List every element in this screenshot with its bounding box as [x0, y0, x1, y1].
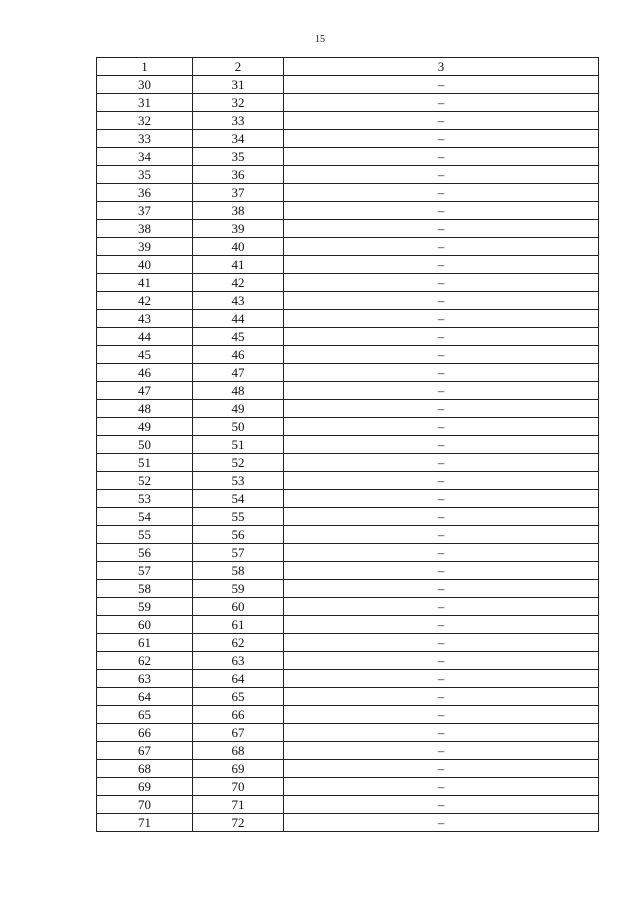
table-row: [97, 220, 599, 238]
table-cell-col-3: –: [284, 328, 599, 346]
table-header: [97, 58, 599, 76]
table-cell-col-3: –: [284, 202, 599, 220]
table-row: [97, 796, 599, 814]
table-cell-col-3: –: [284, 724, 599, 742]
table-cell-col-1: 31: [97, 94, 193, 112]
table-cell-col-2: 59: [193, 580, 284, 598]
column-header-2: 2: [193, 58, 284, 76]
table-row: [97, 94, 599, 112]
page-number: 15: [315, 34, 325, 45]
table-cell-col-3: –: [284, 166, 599, 184]
table-cell-col-1: 47: [97, 382, 193, 400]
table-cell-col-1: 61: [97, 634, 193, 652]
table-cell-col-2: 57: [193, 544, 284, 562]
table-cell-col-3: –: [284, 436, 599, 454]
table-cell-col-2: 33: [193, 112, 284, 130]
table-row: [97, 346, 599, 364]
table-cell-col-2: 51: [193, 436, 284, 454]
table-row: [97, 598, 599, 616]
table-cell-col-1: 51: [97, 454, 193, 472]
table-row: [97, 310, 599, 328]
table-cell-col-3: –: [284, 562, 599, 580]
table-cell-col-2: 48: [193, 382, 284, 400]
table-cell-col-1: 40: [97, 256, 193, 274]
column-header-1: 1: [97, 58, 193, 76]
table-cell-col-1: 36: [97, 184, 193, 202]
table-cell-col-1: 39: [97, 238, 193, 256]
table-cell-col-3: –: [284, 508, 599, 526]
data-table: [96, 57, 599, 832]
table-cell-col-1: 71: [97, 814, 193, 832]
table-cell-col-1: 70: [97, 796, 193, 814]
table-row: [97, 148, 599, 166]
table-cell-col-3: –: [284, 112, 599, 130]
table-cell-col-1: 68: [97, 760, 193, 778]
table-row: [97, 562, 599, 580]
table-row: [97, 670, 599, 688]
table-cell-col-2: 56: [193, 526, 284, 544]
table-row: [97, 166, 599, 184]
table-row: [97, 130, 599, 148]
table-cell-col-3: –: [284, 760, 599, 778]
table-cell-col-1: 64: [97, 688, 193, 706]
table-row: [97, 688, 599, 706]
table-cell-col-3: –: [284, 310, 599, 328]
table-cell-col-3: –: [284, 382, 599, 400]
table-cell-col-1: 55: [97, 526, 193, 544]
table-cell-col-3: –: [284, 238, 599, 256]
table-cell-col-2: 70: [193, 778, 284, 796]
table-cell-col-3: –: [284, 616, 599, 634]
table-cell-col-1: 63: [97, 670, 193, 688]
table-cell-col-1: 57: [97, 562, 193, 580]
table-cell-col-3: –: [284, 544, 599, 562]
table-cell-col-2: 49: [193, 400, 284, 418]
table-cell-col-2: 60: [193, 598, 284, 616]
table-cell-col-1: 50: [97, 436, 193, 454]
table-row: [97, 508, 599, 526]
table-cell-col-2: 66: [193, 706, 284, 724]
table-cell-col-3: –: [284, 652, 599, 670]
table-cell-col-1: 60: [97, 616, 193, 634]
table-cell-col-2: 35: [193, 148, 284, 166]
table-cell-col-2: 71: [193, 796, 284, 814]
table-row: [97, 526, 599, 544]
table-row: [97, 418, 599, 436]
table-cell-col-3: –: [284, 364, 599, 382]
table-row: [97, 436, 599, 454]
table-row: [97, 256, 599, 274]
table-cell-col-2: 52: [193, 454, 284, 472]
table-row: [97, 742, 599, 760]
table-cell-col-2: 62: [193, 634, 284, 652]
table-cell-col-1: 32: [97, 112, 193, 130]
table-row: [97, 364, 599, 382]
table-row: [97, 778, 599, 796]
table-cell-col-3: –: [284, 76, 599, 94]
table-cell-col-1: 43: [97, 310, 193, 328]
table-cell-col-1: 66: [97, 724, 193, 742]
table-row: [97, 580, 599, 598]
table-row: [97, 652, 599, 670]
table-cell-col-2: 45: [193, 328, 284, 346]
table-cell-col-3: –: [284, 274, 599, 292]
table-cell-col-1: 62: [97, 652, 193, 670]
table-cell-col-2: 53: [193, 472, 284, 490]
table-cell-col-3: –: [284, 148, 599, 166]
table-cell-col-1: 37: [97, 202, 193, 220]
table-cell-col-3: –: [284, 418, 599, 436]
table-cell-col-2: 58: [193, 562, 284, 580]
table-cell-col-2: 63: [193, 652, 284, 670]
table-cell-col-1: 44: [97, 328, 193, 346]
table-row: [97, 544, 599, 562]
table-cell-col-1: 52: [97, 472, 193, 490]
table-cell-col-1: 49: [97, 418, 193, 436]
table-cell-col-1: 59: [97, 598, 193, 616]
table-cell-col-3: –: [284, 400, 599, 418]
table-cell-col-3: –: [284, 454, 599, 472]
table-cell-col-1: 33: [97, 130, 193, 148]
table-cell-col-2: 65: [193, 688, 284, 706]
table-row: [97, 706, 599, 724]
table-row: [97, 634, 599, 652]
table-cell-col-3: –: [284, 580, 599, 598]
table-cell-col-3: –: [284, 778, 599, 796]
column-header-3: 3: [284, 58, 599, 76]
table-row: [97, 490, 599, 508]
table-cell-col-1: 54: [97, 508, 193, 526]
table-cell-col-2: 68: [193, 742, 284, 760]
table-cell-col-3: –: [284, 688, 599, 706]
table-cell-col-1: 30: [97, 76, 193, 94]
table-cell-col-2: 38: [193, 202, 284, 220]
table-cell-col-2: 36: [193, 166, 284, 184]
table-cell-col-2: 42: [193, 274, 284, 292]
table-cell-col-1: 35: [97, 166, 193, 184]
table-cell-col-3: –: [284, 256, 599, 274]
table-cell-col-1: 56: [97, 544, 193, 562]
table-row: [97, 202, 599, 220]
table-cell-col-1: 58: [97, 580, 193, 598]
table-cell-col-2: 43: [193, 292, 284, 310]
table-row: [97, 382, 599, 400]
table-cell-col-1: 48: [97, 400, 193, 418]
table-cell-col-2: 47: [193, 364, 284, 382]
table-cell-col-3: –: [284, 796, 599, 814]
table-row: [97, 328, 599, 346]
table-row: [97, 274, 599, 292]
table-cell-col-3: –: [284, 220, 599, 238]
table-cell-col-2: 31: [193, 76, 284, 94]
table-cell-col-3: –: [284, 814, 599, 832]
table-row: [97, 76, 599, 94]
table-cell-col-3: –: [284, 490, 599, 508]
table-row: [97, 292, 599, 310]
table-cell-col-2: 32: [193, 94, 284, 112]
table-cell-col-2: 37: [193, 184, 284, 202]
table-cell-col-2: 41: [193, 256, 284, 274]
table-cell-col-2: 67: [193, 724, 284, 742]
table-cell-col-1: 42: [97, 292, 193, 310]
header-row: [97, 58, 599, 76]
table-row: [97, 112, 599, 130]
table-cell-col-1: 38: [97, 220, 193, 238]
table-row: [97, 760, 599, 778]
table-cell-col-3: –: [284, 130, 599, 148]
table-cell-col-2: 72: [193, 814, 284, 832]
table-cell-col-1: 45: [97, 346, 193, 364]
table-cell-col-1: 69: [97, 778, 193, 796]
table-cell-col-2: 50: [193, 418, 284, 436]
table-cell-col-3: –: [284, 94, 599, 112]
table-cell-col-2: 54: [193, 490, 284, 508]
table-cell-col-2: 69: [193, 760, 284, 778]
table-row: [97, 814, 599, 832]
table-cell-col-3: –: [284, 472, 599, 490]
table-cell-col-1: 65: [97, 706, 193, 724]
table-cell-col-2: 39: [193, 220, 284, 238]
table-row: [97, 724, 599, 742]
table-cell-col-2: 40: [193, 238, 284, 256]
table-cell-col-3: –: [284, 742, 599, 760]
table-cell-col-2: 55: [193, 508, 284, 526]
table-cell-col-2: 61: [193, 616, 284, 634]
table-body: [97, 76, 599, 832]
table-row: [97, 616, 599, 634]
table-row: [97, 184, 599, 202]
table-row: [97, 400, 599, 418]
table-cell-col-3: –: [284, 526, 599, 544]
table-cell-col-3: –: [284, 670, 599, 688]
table-cell-col-3: –: [284, 598, 599, 616]
table-cell-col-3: –: [284, 706, 599, 724]
table-cell-col-1: 46: [97, 364, 193, 382]
table-row: [97, 238, 599, 256]
table-cell-col-1: 67: [97, 742, 193, 760]
table-cell-col-2: 44: [193, 310, 284, 328]
table-cell-col-3: –: [284, 184, 599, 202]
table-cell-col-1: 34: [97, 148, 193, 166]
table-row: [97, 454, 599, 472]
table-cell-col-3: –: [284, 292, 599, 310]
table-row: [97, 472, 599, 490]
table-cell-col-2: 34: [193, 130, 284, 148]
table-cell-col-3: –: [284, 634, 599, 652]
table-cell-col-3: –: [284, 346, 599, 364]
table-cell-col-2: 46: [193, 346, 284, 364]
table-cell-col-2: 64: [193, 670, 284, 688]
table-cell-col-1: 53: [97, 490, 193, 508]
table-cell-col-1: 41: [97, 274, 193, 292]
